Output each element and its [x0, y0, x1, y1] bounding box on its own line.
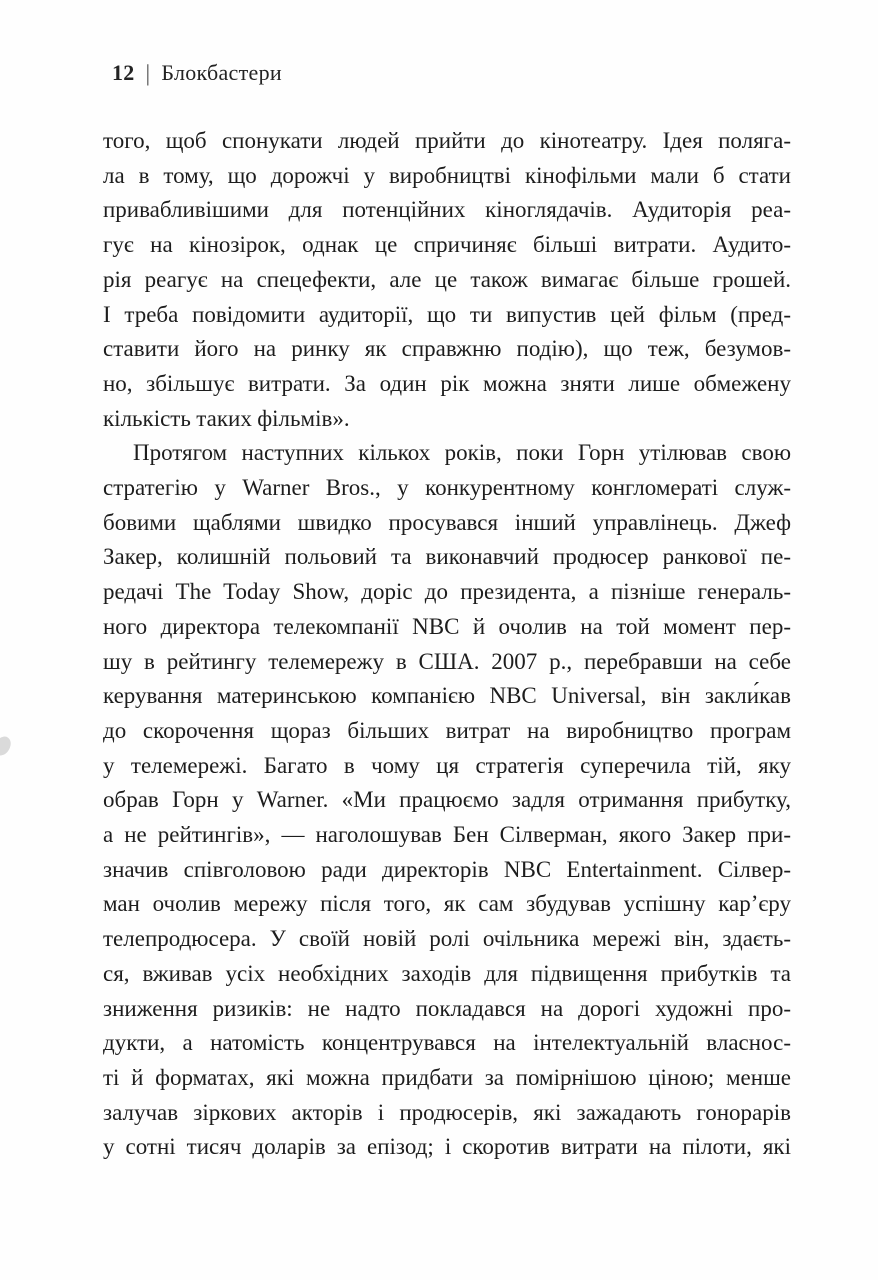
paragraph [103, 436, 791, 1165]
scan-smudge-artifact [0, 734, 15, 759]
text-line: Протягом наступних кількох років, поки Горн утілював свою [133, 440, 791, 466]
paragraph [103, 124, 791, 436]
text-line: кількість таких фільмів». [103, 405, 350, 431]
text-line: дукти, а натомість концентрувався на інтелектуальній власнос- [103, 1030, 791, 1056]
text-line: того, щоб спонукати людей прийти до кінотеатру. Ідея поляга- [103, 128, 791, 153]
text-line: керування материнською компанією NBC Universal, він закли́кав [103, 683, 791, 709]
text-line: а не рейтингів», — наголошував Бен Сілверман, якого Закер при- [103, 822, 791, 848]
text-line: залучав зіркових акторів і продюсерів, які зажадають гонорарів [103, 1099, 791, 1125]
running-title: Блокбастери [161, 60, 282, 85]
text-line: ставити його на ринку як справжню подію), що теж, безумов- [103, 336, 791, 362]
text-line: обрав Горн у Warner. «Ми працюємо задля отримання прибутку, [103, 787, 791, 813]
page-body [103, 124, 791, 1165]
text-line: до скорочення щораз більших витрат на виробництво програм [103, 717, 791, 743]
text-line: ман очолив мережу після того, як сам збудував успішну кар’єру [103, 891, 791, 917]
text-line: значив співголовою ради директорів NBC Entertainment. Сілвер- [103, 856, 791, 882]
text-line: ся, вживав усіх необхідних заходів для підвищення прибутків та [103, 960, 791, 986]
text-line: телепродюсера. У своїй новій ролі очільника мережі він, здаєть- [103, 926, 791, 952]
text-line: ті й форматах, які можна придбати за помірнішою ціною; менше [103, 1064, 791, 1090]
text-line: стратегію у Warner Bros., у конкурентному конгломераті служ- [103, 475, 791, 501]
text-line: редачі The Today Show, доріс до президента, а пізніше генераль- [103, 579, 791, 605]
header-separator: | [145, 59, 151, 86]
text-line: у сотні тисяч доларів за епізод; і скоротив витрати на пілоти, які [103, 1134, 791, 1160]
running-head [112, 60, 282, 86]
text-line: ла в тому, що дорожчі у виробництві кінофільми мали б стати [103, 162, 791, 188]
text-line: у телемережі. Багато в чому ця стратегія суперечила тій, яку [103, 752, 791, 778]
text-line: гує на кінозірок, однак це спричиняє більші витрати. Аудито- [103, 232, 791, 258]
text-line: но, збільшує витрати. За один рік можна зняти лише обмежену [103, 370, 791, 396]
text-line: Закер, колишній польовий та виконавчий продюсер ранкової пе- [103, 544, 791, 570]
text-line: рія реагує на спецефекти, але це також вимагає більше грошей. [103, 266, 791, 292]
text-line: шу в рейтингу телемережу в США. 2007 р., перебравши на себе [103, 648, 791, 674]
text-line: зниження ризиків: не надто покладався на дорогі художні про- [103, 995, 791, 1021]
text-line: І треба повідомити аудиторії, що ти випустив цей фільм (пред- [103, 301, 791, 327]
text-line: привабливішими для потенційних кіноглядачів. Аудиторія реа- [103, 197, 791, 223]
page-number: 12 [112, 60, 135, 85]
text-line: ного директора телекомпанії NBC й очолив на той момент пер- [103, 613, 791, 639]
text-line: бовими щаблями швидко просувався інший управлінець. Джеф [103, 509, 791, 535]
